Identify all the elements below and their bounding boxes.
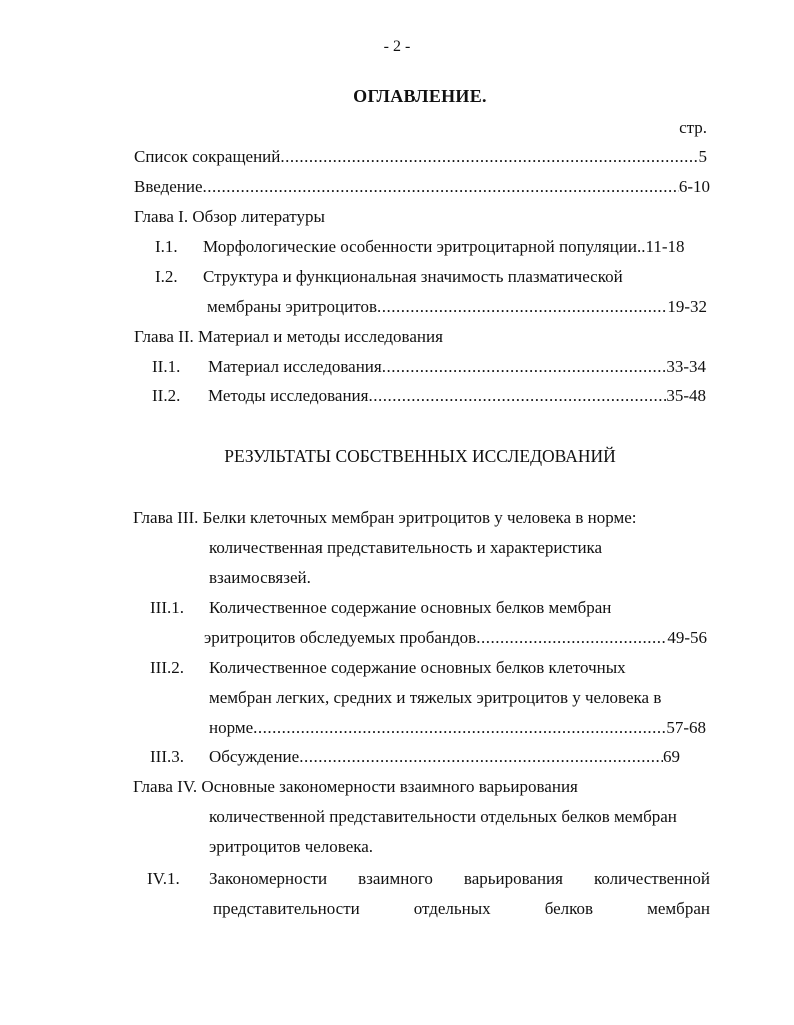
toc-pages: 49-56 (667, 628, 707, 647)
toc-word: мембран (647, 899, 710, 918)
toc-entry-3-1 (204, 628, 707, 648)
toc-label-line: Количественное содержание основных белков мембран (209, 598, 612, 617)
toc-pages: 33-34 (666, 357, 706, 376)
toc-pages: 57-68 (666, 718, 706, 737)
toc-chapter-2-title: Глава II. Материал и методы исследования (134, 327, 443, 346)
toc-label-line: Количественное содержание основных белков клеточных (209, 658, 626, 677)
leader-dots (368, 386, 666, 406)
toc-entry-3-3 (209, 747, 680, 767)
toc-word: Закономерности (209, 869, 328, 888)
leader-dots (280, 147, 698, 167)
toc-word: количественной (593, 869, 710, 888)
toc-pages: 69 (663, 747, 680, 766)
toc-chapter-4-title-line1: Глава IV. Основные закономерности взаимного варьирования (133, 777, 578, 796)
toc-pages: 19-32 (667, 297, 707, 316)
toc-word: представительности (213, 899, 360, 918)
toc-word: отдельных (413, 899, 491, 918)
leader-dots (382, 357, 667, 377)
toc-word: взаимного (358, 869, 433, 888)
toc-label: мембраны эритроцитов (207, 297, 377, 316)
toc-pages: 6-10 (678, 177, 710, 196)
toc-chapter-1-title: Глава I. Обзор литературы (134, 207, 325, 226)
toc-label: Методы исследования (208, 386, 369, 405)
toc-entry-abbreviations (134, 147, 707, 167)
toc-chapter-4-title-line3: эритроцитов человека. (209, 837, 374, 856)
toc-section-number: II.1. (152, 357, 181, 376)
toc-pages: 5 (698, 147, 707, 166)
toc-section-number: III.3. (150, 747, 184, 766)
page-title: ОГЛАВЛЕНИЕ. (353, 86, 487, 106)
results-heading: РЕЗУЛЬТАТЫ СОБСТВЕННЫХ ИССЛЕДОВАНИЙ (224, 446, 616, 466)
toc-section-number: II.2. (152, 386, 181, 405)
toc-entry-1-1 (203, 237, 706, 257)
toc-entry-2-1 (208, 357, 706, 377)
toc-label: эритроцитов обследуемых пробандов (204, 628, 477, 647)
toc-entry-3-2 (209, 718, 706, 738)
toc-pages: 35-48 (666, 386, 706, 405)
toc-section-number: III.2. (150, 658, 184, 677)
toc-chapter-3-title-line2: количественная представительность и характеристика (209, 538, 603, 557)
toc-chapter-3-title-line3: взаимосвязей. (209, 568, 311, 587)
toc-entry-2-2 (208, 386, 706, 406)
toc-word: белков (544, 899, 594, 918)
toc-section-number: I.2. (155, 267, 178, 286)
toc-label: Введение (134, 177, 203, 196)
toc-label: Список сокращений (134, 147, 281, 166)
leader-dots (203, 177, 679, 197)
toc-label: Материал исследования (208, 357, 382, 376)
toc-chapter-4-title-line2: количественной представительности отдельных белков мембран (209, 807, 677, 826)
pages-column-label: стр. (679, 118, 707, 137)
page-number: - 2 - (383, 38, 411, 55)
leader-dots (253, 718, 666, 738)
toc-entry-1-2 (207, 297, 707, 317)
toc-section-number: IV.1. (147, 869, 180, 888)
leader-dots (299, 747, 663, 767)
leader-dots (377, 297, 667, 317)
toc-label-line (209, 869, 710, 889)
toc-label-line: мембран легких, средних и тяжелых эритроцитов у человека в (209, 688, 662, 707)
toc-entry-introduction (134, 177, 710, 197)
toc-pages: 11-18 (645, 237, 685, 256)
toc-section-number: III.1. (150, 598, 184, 617)
toc-label: Морфологические особенности эритроцитарной популяции.. (203, 237, 646, 256)
toc-word: варьирования (463, 869, 563, 888)
leader-dots (476, 628, 667, 648)
toc-label: Обсуждение (209, 747, 300, 766)
toc-section-number: I.1. (155, 237, 178, 256)
toc-label: норме (209, 718, 254, 737)
toc-label-line: Структура и функциональная значимость плазматической (203, 267, 623, 286)
toc-chapter-3-title-line1: Глава III. Белки клеточных мембран эритроцитов у человека в норме: (133, 508, 637, 527)
toc-label-line (213, 899, 710, 919)
